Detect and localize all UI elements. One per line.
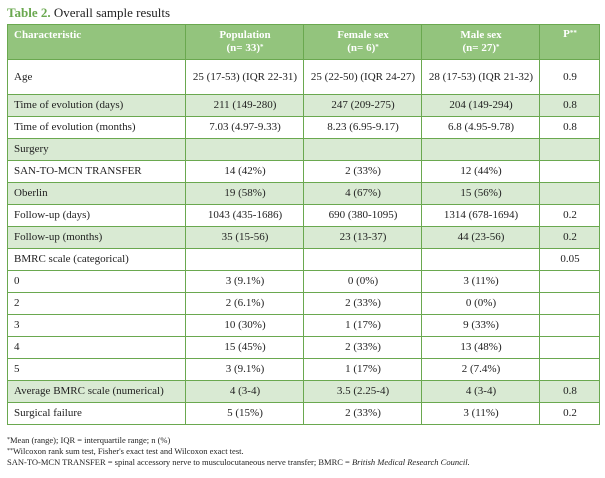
cell-p-value: 0.8 xyxy=(540,381,600,403)
cell-population: 211 (149-280) xyxy=(186,95,304,117)
table-row-bmrc-5 xyxy=(8,359,600,381)
cell-population: 35 (15-56) xyxy=(186,227,304,249)
table-row-bmrc-3 xyxy=(8,315,600,337)
footnote-1-mark: * xyxy=(7,437,10,443)
header-female-sup: * xyxy=(375,43,379,51)
cell-female: 1 (17%) xyxy=(304,359,422,381)
header-p-label: P xyxy=(563,28,570,40)
table-row-surgical-failure xyxy=(8,403,600,425)
table-header-row xyxy=(8,25,600,60)
table-row-bmrc-categorical xyxy=(8,249,600,271)
cell-female: 1 (17%) xyxy=(304,315,422,337)
table-row-follow-up-days xyxy=(8,205,600,227)
cell-male: 204 (149-294) xyxy=(422,95,540,117)
row-label: 4 xyxy=(8,337,186,359)
cell-population: 2 (6.1%) xyxy=(186,293,304,315)
header-male-n-line xyxy=(428,42,534,55)
table-row-bmrc-0 xyxy=(8,271,600,293)
footnote-1-text: Mean (range); IQR = interquartile range; n (%) xyxy=(10,435,171,445)
row-label: Average BMRC scale (numerical) xyxy=(8,381,186,403)
cell-male: 2 (7.4%) xyxy=(422,359,540,381)
cell-female: 247 (209-275) xyxy=(304,95,422,117)
cell-population: 3 (9.1%) xyxy=(186,271,304,293)
cell-population: 15 (45%) xyxy=(186,337,304,359)
footnote-2-mark: ** xyxy=(7,448,13,454)
table-caption xyxy=(7,5,170,21)
header-male-n: (n= 27) xyxy=(462,42,496,54)
cell-population: 5 (15%) xyxy=(186,403,304,425)
footnote-3-italic: British Medical Research Council. xyxy=(351,457,470,467)
header-female xyxy=(304,25,422,60)
cell-male xyxy=(422,249,540,271)
cell-female: 23 (13-37) xyxy=(304,227,422,249)
cell-male xyxy=(422,139,540,161)
header-male xyxy=(422,25,540,60)
table-row-bmrc-4 xyxy=(8,337,600,359)
table-row-time-evolution-days xyxy=(8,95,600,117)
table-row-age xyxy=(8,60,600,95)
cell-population: 10 (30%) xyxy=(186,315,304,337)
header-male-label: Male sex xyxy=(460,29,502,41)
header-population xyxy=(186,25,304,60)
footnote-2 xyxy=(7,446,602,457)
row-label: Follow-up (months) xyxy=(8,227,186,249)
cell-p-value: 0.2 xyxy=(540,227,600,249)
cell-female: 0 (0%) xyxy=(304,271,422,293)
table-caption-text: Overall sample results xyxy=(50,5,171,20)
cell-population: 19 (58%) xyxy=(186,183,304,205)
cell-female xyxy=(304,249,422,271)
cell-female: 2 (33%) xyxy=(304,161,422,183)
header-population-sup: * xyxy=(259,43,264,51)
cell-population xyxy=(186,139,304,161)
row-label: Age xyxy=(8,60,186,95)
cell-p-value: 0.9 xyxy=(540,60,600,95)
cell-p-value xyxy=(540,359,600,381)
table-row-average-bmrc xyxy=(8,381,600,403)
cell-population: 14 (42%) xyxy=(186,161,304,183)
row-label: Time of evolution (months) xyxy=(8,117,186,139)
header-population-n: (n= 33) xyxy=(226,42,260,54)
cell-male: 4 (3-4) xyxy=(422,381,540,403)
cell-male: 15 (56%) xyxy=(422,183,540,205)
cell-population: 4 (3-4) xyxy=(186,381,304,403)
cell-male: 6.8 (4.95-9.78) xyxy=(422,117,540,139)
cell-p-value xyxy=(540,293,600,315)
cell-p-value xyxy=(540,315,600,337)
cell-male: 44 (23-56) xyxy=(422,227,540,249)
header-male-sup: * xyxy=(495,43,500,51)
table-footnotes xyxy=(7,435,602,468)
table-row-time-evolution-months xyxy=(8,117,600,139)
cell-p-value xyxy=(540,271,600,293)
table-row-bmrc-2 xyxy=(8,293,600,315)
cell-p-value: 0.8 xyxy=(540,117,600,139)
cell-female: 2 (33%) xyxy=(304,403,422,425)
cell-p-value xyxy=(540,337,600,359)
cell-p-value xyxy=(540,161,600,183)
row-label: 3 xyxy=(8,315,186,337)
cell-population: 3 (9.1%) xyxy=(186,359,304,381)
cell-female: 2 (33%) xyxy=(304,293,422,315)
cell-p-value: 0.2 xyxy=(540,205,600,227)
header-population-n-line xyxy=(192,42,298,55)
cell-p-value xyxy=(540,183,600,205)
footnote-1 xyxy=(7,435,602,446)
cell-p-value: 0.8 xyxy=(540,95,600,117)
cell-male: 28 (17-53) (IQR 21-32) xyxy=(422,60,540,95)
cell-female: 690 (380-1095) xyxy=(304,205,422,227)
header-female-n-line xyxy=(310,42,416,55)
row-label: Follow-up (days) xyxy=(8,205,186,227)
table-row-follow-up-months xyxy=(8,227,600,249)
row-label: Surgical failure xyxy=(8,403,186,425)
row-label: SAN-TO-MCN TRANSFER xyxy=(8,161,186,183)
row-label: 5 xyxy=(8,359,186,381)
cell-male: 3 (11%) xyxy=(422,403,540,425)
cell-population xyxy=(186,249,304,271)
header-female-n: (n= 6) xyxy=(347,42,376,54)
results-table xyxy=(7,24,600,425)
table-caption-label: Table 2. xyxy=(7,5,51,20)
table-row-surgery xyxy=(8,139,600,161)
cell-male: 3 (11%) xyxy=(422,271,540,293)
footnote-3 xyxy=(7,457,602,468)
header-female-label: Female sex xyxy=(337,29,389,41)
table-row-oberlin xyxy=(8,183,600,205)
table-row-san-to-mcn xyxy=(8,161,600,183)
header-p-sup: ** xyxy=(569,29,577,37)
row-label: Oberlin xyxy=(8,183,186,205)
header-population-label: Population xyxy=(219,29,271,41)
header-characteristic: Characteristic xyxy=(8,25,186,60)
cell-female: 4 (67%) xyxy=(304,183,422,205)
row-label: 2 xyxy=(8,293,186,315)
cell-female xyxy=(304,139,422,161)
cell-p-value xyxy=(540,139,600,161)
footnote-3-text: SAN-TO-MCN TRANSFER = spinal accessory nerve to musculocutaneous nerve transfer; BMRC = xyxy=(7,457,352,467)
cell-population: 1043 (435-1686) xyxy=(186,205,304,227)
row-label: Surgery xyxy=(8,139,186,161)
cell-p-value: 0.05 xyxy=(540,249,600,271)
cell-male: 9 (33%) xyxy=(422,315,540,337)
cell-population: 25 (17-53) (IQR 22-31) xyxy=(186,60,304,95)
cell-p-value: 0.2 xyxy=(540,403,600,425)
header-p-value xyxy=(540,25,600,60)
row-label: BMRC scale (categorical) xyxy=(8,249,186,271)
cell-female: 25 (22-50) (IQR 24-27) xyxy=(304,60,422,95)
footnote-2-text: Wilcoxon rank sum test, Fisher's exact test and Wilcoxon exact test. xyxy=(13,446,244,456)
row-label: 0 xyxy=(8,271,186,293)
cell-male: 0 (0%) xyxy=(422,293,540,315)
row-label: Time of evolution (days) xyxy=(8,95,186,117)
cell-population: 7.03 (4.97-9.33) xyxy=(186,117,304,139)
cell-male: 1314 (678-1694) xyxy=(422,205,540,227)
cell-female: 3.5 (2.25-4) xyxy=(304,381,422,403)
cell-male: 12 (44%) xyxy=(422,161,540,183)
cell-female: 8.23 (6.95-9.17) xyxy=(304,117,422,139)
cell-male: 13 (48%) xyxy=(422,337,540,359)
cell-female: 2 (33%) xyxy=(304,337,422,359)
